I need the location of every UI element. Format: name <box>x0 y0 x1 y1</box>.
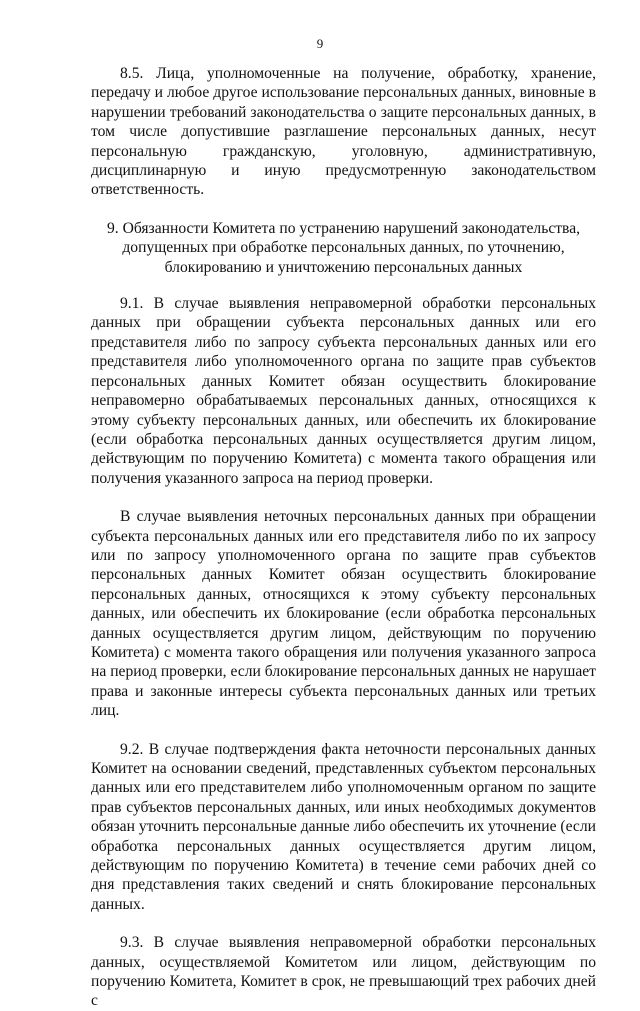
section-heading-9: 9. Обязанности Комитета по устранению нарушений законодательства, допущенных при обработке персональных данных, по уточнению, блокированию и уничтожению персональных данных <box>106 219 581 276</box>
paragraph-8-5: 8.5. Лица, уполномоченные на получение, обработку, хранение, передачу и любое другое использование персональных данных, виновные в нарушении требований законодательства о защите персональных данных, в том числе допустившие разглашение персональных данных, несут персональную гражданскую, уголовную, административную, дисциплинарную и иную предусмотренную законодательством ответственность. <box>91 65 596 199</box>
paragraph-9-3: 9.3. В случае выявления неправомерной обработки персональных данных, осуществляемой Комитетом или лицом, действующим по поручению Комитета, Комитет в срок, не превышающий трех рабочих дней с <box>91 934 596 1010</box>
paragraph-9-1: 9.1. В случае выявления неправомерной обработки персональных данных при обращении субъекта персональных данных или его представителя либо по запросу субъекта персональных данных или его представителя либо уполномоченного органа по защите прав субъектов персональных данных Комитет обязан осуществить блокирование неправомерно обрабатываемых персональных данных, относящихся к этому субъекту персональных данных, или обеспечить их блокирование (если обработка персональных данных осуществляется другим лицом, действующим по поручению Комитета) с момента такого обращения или получения указанного запроса на период проверки. <box>91 295 596 487</box>
paragraph-9-2: 9.2. В случае подтверждения факта неточности персональных данных Комитет на основании сведений, представленных субъектом персональных данных или его представителем либо уполномоченным органом по защите прав субъектов персональных данных, или иных необходимых документов обязан уточнить персональные данные либо обеспечить их уточнение (если обработка персональных данных осуществляется другим лицом, действующим по поручению Комитета) в течение семи рабочих дней со дня представления таких сведений и снять блокирование персональных данных. <box>91 740 596 913</box>
paragraph-9-1-second: В случае выявления неточных персональных данных при обращении субъекта персональных данных или его представителя либо по их запросу или по запросу уполномоченного органа по защите прав субъектов персональных данных Комитет обязан осуществить блокирование персональных данных, относящихся к этому субъекту персональных данных, или обеспечить их блокирование (если обработка персональных данных осуществляется другим лицом, действующим по поручению Комитета) с момента такого обращения или получения указанного запроса на период проверки, если блокирование персональных данных не нарушает права и законные интересы субъекта персональных данных или третьих лиц. <box>91 508 596 720</box>
page-number: 9 <box>316 36 324 51</box>
document-body <box>91 64 596 1011</box>
